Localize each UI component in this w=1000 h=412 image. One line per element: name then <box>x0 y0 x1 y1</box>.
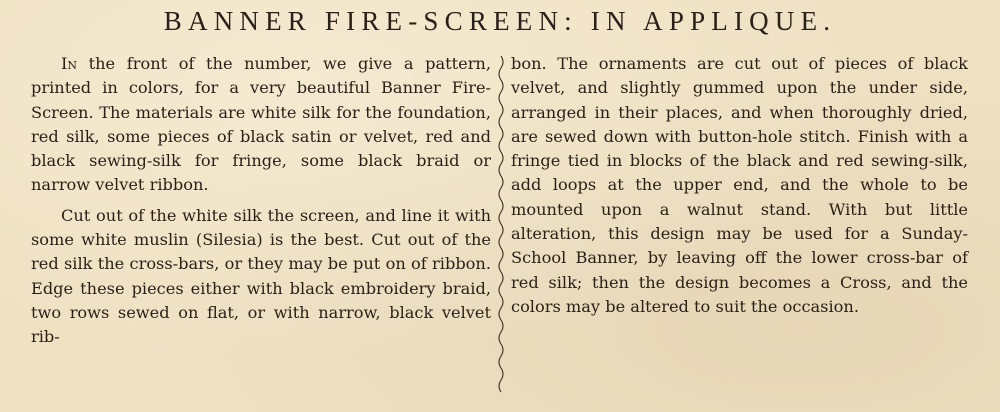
left-paragraph-1 <box>31 52 491 198</box>
column-divider <box>496 56 506 394</box>
left-paragraph-2: Cut out of the white silk the screen, and line it with some white muslin (Silesia) is the best. Cut out of the red silk the cross-bars, or they may be put on of ribbon. Edge these pieces either with black embroidery braid, two rows sewed on flat, or with narrow, black velvet rib- <box>31 205 491 347</box>
left-paragraph-1-text: the front of the number, we give a pattern, printed in colors, for a very beautiful Banner Fire-Screen. The materials are white silk for the foundation, red silk, some pieces of black satin or velvet, red and black sewing-silk for fringe, some black braid or narrow velvet ribbon. <box>31 54 491 195</box>
article-title: BANNER FIRE-SCREEN: IN APPLIQUE. <box>163 6 837 36</box>
right-paragraph-1: bon. The ornaments are cut out of pieces of black velvet, and slightly gummed upon the under side, arranged in their places, and when thoroughly dried, are sewed down with button-hole stitch. Finish with a fringe tied in blocks of the black and red sewing-silk, add loops at the upper end, and the whole to be mounted upon a walnut stand. With but little alteration, this design may be used for a Sunday-School Banner, by leaving off the lower cross-bar of red silk; then the design becomes a Cross, and the colors may be altered to suit the occasion. <box>511 54 968 316</box>
left-column <box>31 52 491 350</box>
drop-lead-word: In <box>61 54 78 73</box>
right-column <box>511 52 968 319</box>
